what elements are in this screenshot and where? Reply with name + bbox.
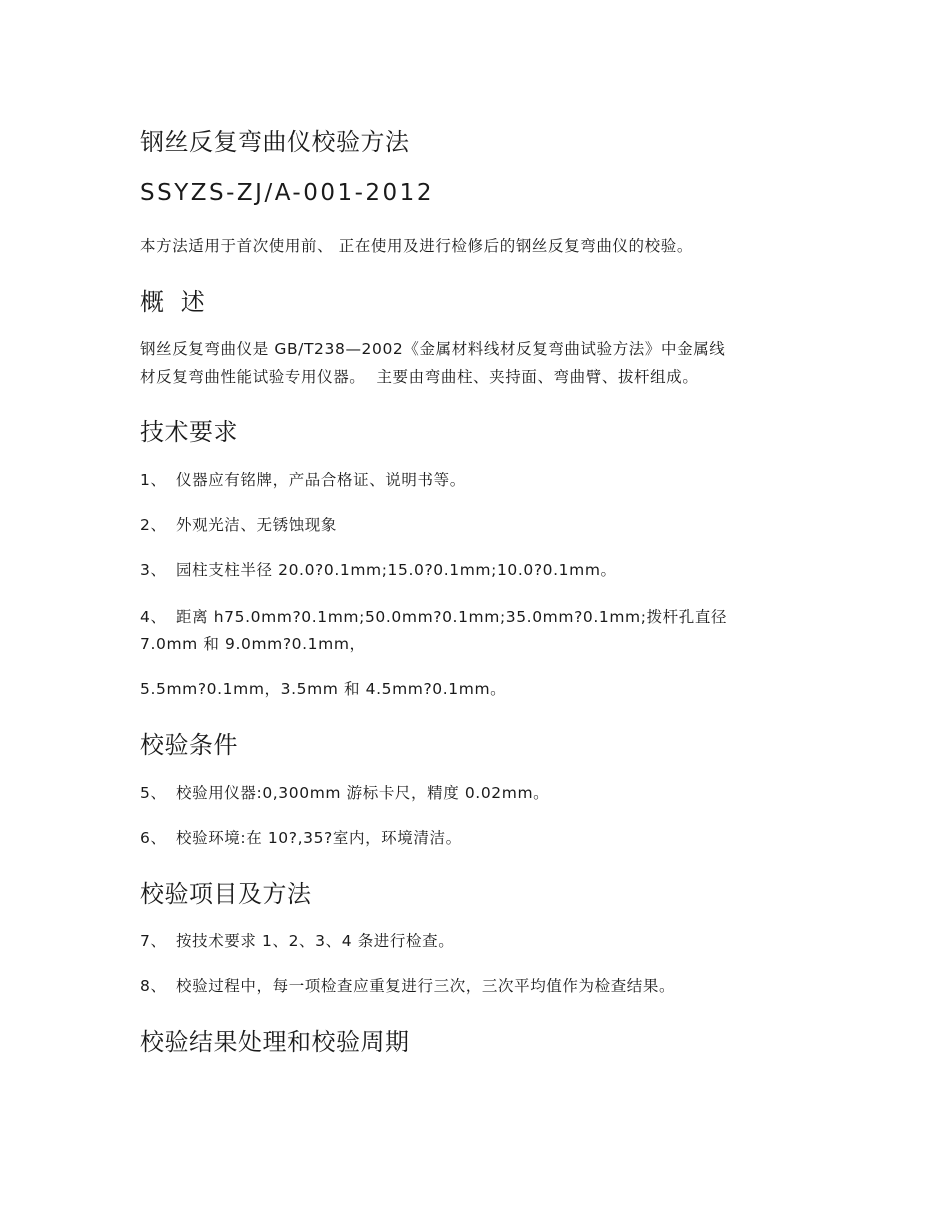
section-heading-requirements: 技术要求 xyxy=(140,418,238,446)
list-item-6 xyxy=(140,826,462,848)
list-text: 距离 h75.0mm?0.1mm;50.0mm?0.1mm;35.0mm?0.1mm;拨杆孔直径 xyxy=(176,608,728,626)
list-text: 校验用仪器:0,300mm 游标卡尺，精度 0.02mm。 xyxy=(176,784,550,802)
list-text: 仪器应有铭牌，产品合格证、说明书等。 xyxy=(176,471,466,489)
list-number: 4、 xyxy=(140,608,167,626)
section-heading-conditions: 校验条件 xyxy=(140,731,238,759)
list-item-7 xyxy=(140,929,454,951)
list-number: 1、 xyxy=(140,471,167,489)
scope-paragraph: 本方法适用于首次使用前、 正在使用及进行检修后的钢丝反复弯曲仪的校验。 xyxy=(140,237,693,255)
list-number: 6、 xyxy=(140,829,167,847)
document-title: 钢丝反复弯曲仪校验方法 xyxy=(140,128,410,156)
list-item-4-continuation-1: 7.0mm 和 9.0mm?0.1mm， xyxy=(140,635,366,653)
overview-line-1: 钢丝反复弯曲仪是 GB/T238—2002《金属材料线材反复弯曲试验方法》中金属线 xyxy=(140,340,726,358)
list-text: 外观光洁、无锈蚀现象 xyxy=(176,516,338,534)
section-heading-methods: 校验项目及方法 xyxy=(140,880,312,908)
list-item-5 xyxy=(140,781,549,803)
list-item-1 xyxy=(140,468,466,490)
overview-line-2: 材反复弯曲性能试验专用仪器。 主要由弯曲柱、夹持面、弯曲臂、拔杆组成。 xyxy=(140,368,699,386)
list-item-3 xyxy=(140,558,617,580)
list-text: 校验过程中，每一项检查应重复进行三次，三次平均值作为检查结果。 xyxy=(176,977,676,995)
list-number: 8、 xyxy=(140,977,167,995)
list-number: 7、 xyxy=(140,932,167,950)
list-text: 按技术要求 1、2、3、4 条进行检查。 xyxy=(176,932,455,950)
document-code: SSYZS-ZJ/A-001-2012 xyxy=(140,180,434,206)
list-item-4 xyxy=(140,605,727,627)
list-item-2 xyxy=(140,513,337,535)
list-number: 2、 xyxy=(140,516,167,534)
list-text: 园柱支柱半径 20.0?0.1mm;15.0?0.1mm;10.0?0.1mm。 xyxy=(176,561,617,579)
section-heading-results: 校验结果处理和校验周期 xyxy=(140,1028,410,1056)
list-number: 5、 xyxy=(140,784,167,802)
list-text: 校验环境:在 10?,35?室内，环境清洁。 xyxy=(176,829,462,847)
list-item-4-continuation-2: 5.5mm?0.1mm，3.5mm 和 4.5mm?0.1mm。 xyxy=(140,680,507,698)
list-number: 3、 xyxy=(140,561,167,579)
list-item-8 xyxy=(140,974,675,996)
section-heading-overview: 概 述 xyxy=(140,288,206,316)
